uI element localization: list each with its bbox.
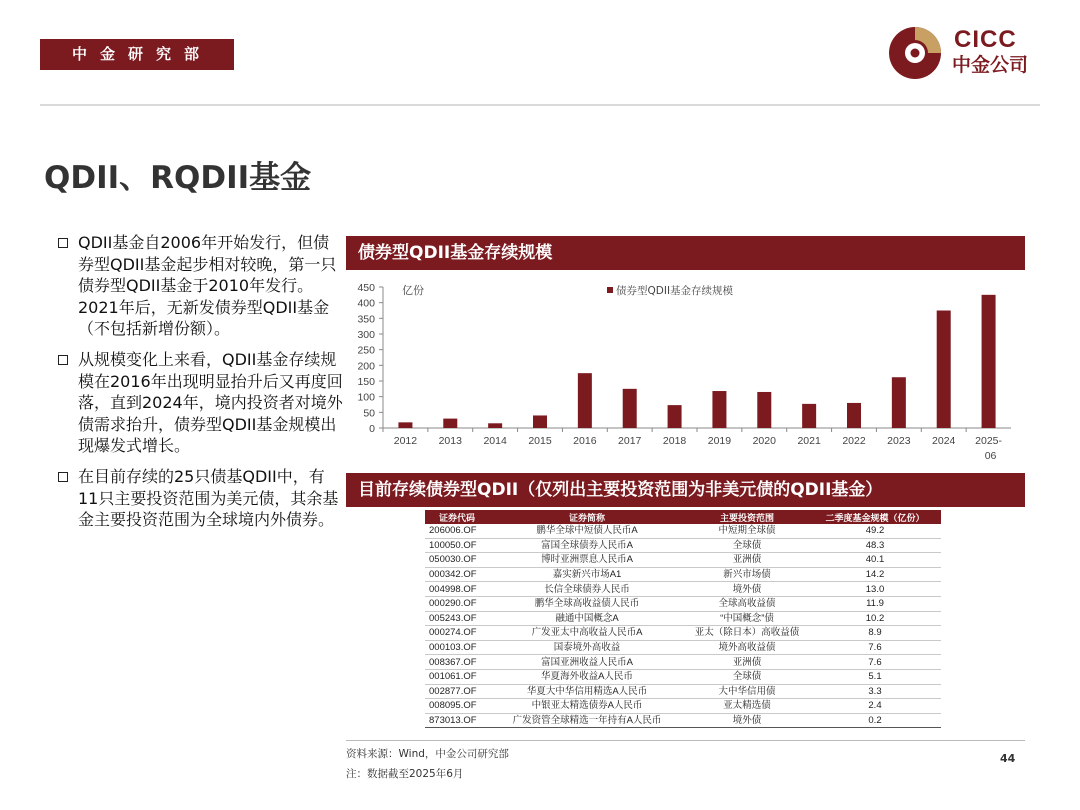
bullet-list <box>58 232 343 540</box>
bar <box>982 295 996 428</box>
x-tick-label: 2024 <box>932 435 956 447</box>
table-cell: 206006.OF <box>425 524 489 538</box>
table-column-header: 二季度基金规模（亿份） <box>809 510 941 524</box>
x-tick-label: 2018 <box>662 435 687 447</box>
table-cell: 49.2 <box>809 524 941 538</box>
table-cell: 005243.OF <box>425 611 489 626</box>
table-row <box>425 699 941 714</box>
x-tick-label: 2016 <box>573 435 597 447</box>
table-cell: 国泰境外高收益 <box>489 640 685 655</box>
bar <box>668 405 682 428</box>
table-cell: 境外债 <box>685 582 809 597</box>
table-cell: 融通中国概念A <box>489 611 685 626</box>
table-cell: 000290.OF <box>425 596 489 611</box>
page-title: QDII、RQDII基金 <box>44 160 312 196</box>
data-date-note: 注：数据截至2025年6月 <box>346 768 464 780</box>
y-tick-label: 200 <box>357 360 375 373</box>
table-cell: 鹏华全球高收益债人民币 <box>489 596 685 611</box>
table-row <box>425 582 941 597</box>
table-row <box>425 684 941 699</box>
table-cell: 广发资管全球精选一年持有A人民币 <box>489 713 685 728</box>
table-cell: 大中华信用债 <box>685 684 809 699</box>
x-tick-label: 2014 <box>483 435 507 447</box>
table-cell: 11.9 <box>809 596 941 611</box>
table-cell: 广发亚太中高收益人民币A <box>489 626 685 641</box>
bar <box>533 415 547 428</box>
table-cell: 000274.OF <box>425 626 489 641</box>
table-cell: 10.2 <box>809 611 941 626</box>
bar <box>757 392 771 428</box>
y-tick-label: 50 <box>363 407 375 420</box>
footer-divider <box>346 740 1025 741</box>
y-tick-label: 400 <box>357 297 375 310</box>
header-divider <box>40 104 1040 106</box>
table-row <box>425 567 941 582</box>
bullet-text: 在目前存续的25只债基QDII中，有11只主要投资范围为美元债，其余基金主要投资范围为全球境内外债券。 <box>78 466 339 530</box>
table-cell: 境外高收益债 <box>685 640 809 655</box>
x-tick-label: 2017 <box>618 435 642 447</box>
x-tick-label: 2015 <box>528 435 552 447</box>
bar <box>937 311 951 429</box>
bar <box>802 404 816 428</box>
y-tick-label: 450 <box>357 282 375 294</box>
y-tick-label: 100 <box>357 391 375 404</box>
table-cell: 2.4 <box>809 699 941 714</box>
table-header-row <box>425 510 941 524</box>
table-cell: 全球债 <box>685 669 809 684</box>
table-cell: 7.6 <box>809 640 941 655</box>
bar <box>443 419 457 428</box>
table-cell: 873013.OF <box>425 713 489 728</box>
table-row <box>425 611 941 626</box>
table-cell: 001061.OF <box>425 669 489 684</box>
bar <box>578 373 592 428</box>
table-cell: 中短期全球债 <box>685 524 809 538</box>
table-cell: 000103.OF <box>425 640 489 655</box>
table-row <box>425 538 941 553</box>
table-cell: 全球债 <box>685 538 809 553</box>
table-cell: 长信全球债券人民币 <box>489 582 685 597</box>
table-column-header: 主要投资范围 <box>685 510 809 524</box>
bullet-text: 从规模变化上来看，QDII基金存续规模在2016年出现明显抬升后又再度回落，直到2024年，境内投资者对境外债需求抬升，债券型QDII基金规模出现爆发式增长。 <box>78 349 343 456</box>
table-cell: 华夏大中华信用精选A人民币 <box>489 684 685 699</box>
x-tick-label: 2023 <box>887 435 911 447</box>
table-column-header: 证券简称 <box>489 510 685 524</box>
bar <box>623 389 637 428</box>
table-cell: 100050.OF <box>425 538 489 553</box>
table-cell: 8.9 <box>809 626 941 641</box>
table-cell: 亚洲债 <box>685 553 809 568</box>
fund-table <box>425 510 941 728</box>
x-tick-label: 2022 <box>842 435 866 447</box>
table-row <box>425 553 941 568</box>
y-tick-label: 0 <box>369 423 375 435</box>
bar <box>847 403 861 428</box>
table-cell: 中银亚太精选债券A人民币 <box>489 699 685 714</box>
bullet-square-icon <box>58 355 68 365</box>
table-cell: 13.0 <box>809 582 941 597</box>
table-cell: 14.2 <box>809 567 941 582</box>
table-cell: 华夏海外收益A人民币 <box>489 669 685 684</box>
table-cell: 亚太（除日本）高收益债 <box>685 626 809 641</box>
table-row <box>425 596 941 611</box>
x-tick-label: 2020 <box>752 435 776 447</box>
table-row <box>425 524 941 538</box>
source-note: 资料来源：Wind，中金公司研究部 <box>346 748 509 760</box>
table-cell: 0.2 <box>809 713 941 728</box>
table-cell: 嘉实新兴市场A1 <box>489 567 685 582</box>
page-number: 44 <box>1000 752 1016 765</box>
table-row <box>425 713 941 728</box>
x-tick-label: 2021 <box>797 435 821 447</box>
bar <box>712 391 726 428</box>
bullet-item <box>58 349 343 457</box>
logo-text-cn: 中金公司 <box>952 54 1029 76</box>
table-cell: 境外债 <box>685 713 809 728</box>
table-cell: 鹏华全球中短债人民币A <box>489 524 685 538</box>
table-cell: 全球高收益债 <box>685 596 809 611</box>
x-tick-label: 06 <box>984 450 997 462</box>
x-tick-label: 2019 <box>707 435 732 447</box>
bar <box>488 423 502 428</box>
chart-panel-header: 债券型QDII基金存续规模 <box>346 236 1025 270</box>
bond-qdii-scale-chart <box>346 274 1025 468</box>
x-tick-label: 2025- <box>975 435 1003 447</box>
y-tick-label: 350 <box>357 313 375 326</box>
table-row <box>425 655 941 670</box>
table-cell: 004998.OF <box>425 582 489 597</box>
table-row <box>425 640 941 655</box>
cicc-logo-icon <box>888 26 942 80</box>
table-panel-header: 目前存续债券型QDII（仅列出主要投资范围为非美元债的QDII基金） <box>346 473 1025 507</box>
department-badge: 中金研究部 <box>40 39 234 70</box>
table-cell: 40.1 <box>809 553 941 568</box>
bullet-square-icon <box>58 472 68 482</box>
table-cell: 新兴市场债 <box>685 567 809 582</box>
bullet-item <box>58 466 343 531</box>
table-row <box>425 626 941 641</box>
legend-swatch <box>607 287 613 293</box>
x-tick-label: 2012 <box>393 435 418 447</box>
y-tick-label: 250 <box>357 344 375 357</box>
bar <box>398 422 412 428</box>
logo-text-en: CICC <box>954 26 1017 53</box>
table-cell: 5.1 <box>809 669 941 684</box>
legend-label: 债券型QDII基金存续规模 <box>616 285 734 297</box>
table-cell: 002877.OF <box>425 684 489 699</box>
table-row <box>425 669 941 684</box>
y-tick-label: 150 <box>357 376 375 388</box>
table-cell: 000342.OF <box>425 567 489 582</box>
table-column-header: 证券代码 <box>425 510 489 524</box>
y-axis-label: 亿份 <box>402 284 424 297</box>
bar <box>892 377 906 428</box>
table-cell: 3.3 <box>809 684 941 699</box>
table-cell: 48.3 <box>809 538 941 553</box>
table-cell: “中国概念”债 <box>685 611 809 626</box>
table-cell: 7.6 <box>809 655 941 670</box>
table-cell: 亚洲债 <box>685 655 809 670</box>
y-tick-label: 300 <box>357 329 375 341</box>
table-cell: 亚太精选债 <box>685 699 809 714</box>
table-cell: 008095.OF <box>425 699 489 714</box>
x-tick-label: 2013 <box>438 435 462 447</box>
table-cell: 富国全球债券人民币A <box>489 538 685 553</box>
table-cell: 博时亚洲票息人民币A <box>489 553 685 568</box>
bullet-item <box>58 232 343 340</box>
table-cell: 008367.OF <box>425 655 489 670</box>
bullet-square-icon <box>58 238 68 248</box>
table-cell: 050030.OF <box>425 553 489 568</box>
table-cell: 富国亚洲收益人民币A <box>489 655 685 670</box>
bullet-text: QDII基金自2006年开始发行，但债券型QDII基金起步相对较晚，第一只债券型QDII基金于2010年发行。2021年后，无新发债券型QDII基金（不包括新增份额）。 <box>78 233 337 339</box>
cicc-logo <box>888 26 1048 82</box>
